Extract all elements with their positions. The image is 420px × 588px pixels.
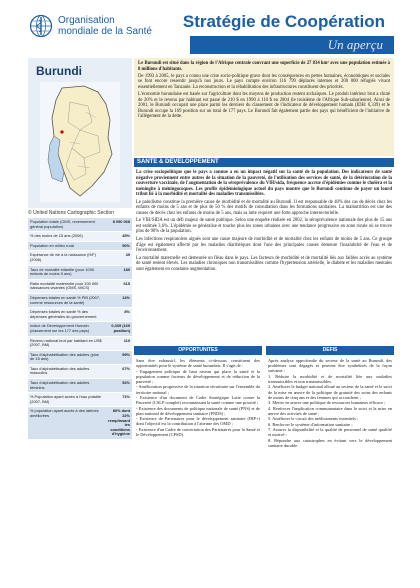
stat-value: 71% <box>122 394 130 400</box>
challenges-list <box>266 355 394 451</box>
intro-paragraph: De 1993 à 2005, le pays a connu une crise socio-politique grave dont les conséquences en pertes humaines, économiques et sociales se font encore ressentir jusqu'à nos jours. Le pays compte environ 116 799 déplacés internes et 200 000 réfugiés vivant essentiellement en Tanzanie. La reconstruction et la réhabilitation des infrastructures constituent des priorités. <box>138 73 390 90</box>
section-paragraph: Le VIH/SIDA est un défi majeur de santé publique. Selon une enquête réalisée en 2002, la séroprévalence nationale des plus de 15 ans est estimée 3,6%. L'épidémie se généralise et touche plus les zones urbaines avec une tendance progressive en zone rurale où se trouve plus de 90% de la population. <box>136 218 392 235</box>
stat-row <box>28 218 132 232</box>
stat-label: Dépenses totales en santé % PIB (2007, comme ressources de la santé) <box>30 294 101 305</box>
header <box>0 0 420 58</box>
stat-label: Indice de Développement Humain (classement sur les 177 des pays) <box>30 323 90 333</box>
stat-label: Espérance de vie à la naissance (H/F) (2006) <box>30 252 96 262</box>
list-item: 5. Améliorer le circuit des médicaments essentiels ; <box>268 416 359 422</box>
section-paragraph: La crise sociopolitique que le pays a connue a eu un impact négatif sur la santé de la population. Des indicateurs de santé négative proviennent entre autres de la situation de la pauvreté, de l'utilisation des services de santé, de la détérioration de la couverture vaccinale, de l'augmentation de la séroprévalence du VIH/sida, fréquence accrue d'épidémies comme le choléra et la méningite à méningocoques. Les profils épidémiologique actuel du pays montre que le Burundi continue de payer un lourd tribut lié à la morbidité et mortalité des maladies transmissibles. <box>136 170 392 198</box>
country-stats-table <box>28 218 132 440</box>
intro-panel <box>134 58 394 156</box>
stat-value: 8 090 068 <box>112 219 130 224</box>
stat-value: 45% <box>122 233 130 239</box>
stat-value: 90% <box>122 242 130 248</box>
stat-value: 0,339 (169 position) <box>111 323 130 333</box>
organization-name <box>58 15 152 37</box>
list-item: 7. Assurer la disponibilité et la qualité de personnel de santé qualifié et motivé ; <box>268 426 392 438</box>
stat-value: 180 <box>123 266 130 272</box>
stat-label: Ratio mortalité maternelle pour 100 000 naissances vivantes (OMS, MICS) <box>30 280 99 291</box>
stat-value: 110 <box>123 337 130 343</box>
org-name-line1: Organisation <box>58 15 115 26</box>
stat-row <box>28 308 132 322</box>
stat-label: % des moins de 15 ans (2006) <box>30 233 83 239</box>
stat-row <box>28 407 132 440</box>
stat-row <box>28 351 132 365</box>
stat-value: 615 <box>123 280 130 286</box>
list-item: 2. Améliorer le budget national alloué au secteur de la santé et le suivi de la mise en œuvre de la politique de gratuité des soins des enfants de moins de cinq ans et des femmes qui accouchent ; <box>268 384 392 400</box>
stat-label: Taux d'alphabétisation des adultes masculins <box>30 365 90 376</box>
stat-row <box>28 266 132 280</box>
opportunities-challenges <box>134 346 394 451</box>
stat-value: 52% <box>122 380 130 386</box>
stat-value: 80% dont 22% remplissant les conditions d'hygiène <box>108 408 130 437</box>
left-column <box>28 58 132 588</box>
who-emblem-icon <box>29 14 53 38</box>
stat-label: Taux d'alphabétisation des adultes féminins <box>30 380 90 390</box>
opportunities-heading: OPPORTUNITES <box>134 346 262 355</box>
stat-value: 14% <box>122 294 130 300</box>
stat-row <box>28 251 132 265</box>
stat-label: % population ayant accès à des latrines améliorées <box>30 408 99 419</box>
list-item: 3. Mettre en œuvre une politique de ressources humaines efficace ; <box>268 400 386 406</box>
section-paragraph: Les infections respiratoires aiguës sont une cause majeure de morbidité et de mortalité chez les enfants de moins de 5 ans. Ce groupe d'âge est également affecté par les maladies diarrhéiques dont l'une des principales causes demeure l'insalubrité de l'eau et de l'environnement. <box>136 237 392 254</box>
stat-row <box>28 242 132 252</box>
stat-row <box>28 280 132 294</box>
list-item: 1. Réduire la morbidité et de mortalité liée aux maladies transmissibles et non transmissibles. <box>268 373 392 384</box>
intro-paragraph: Le Burundi est situé dans la région de l'Afrique centrale couvrant une superficie de 27 834 km² avec une population estimée à 8 millions d'habitants. <box>138 61 390 72</box>
stat-label: Taux d'alphabétisation des adultes (plus de 15 ans) <box>30 351 99 362</box>
health-development-body <box>134 170 394 274</box>
stat-row <box>28 322 132 336</box>
list-item: 8. Répondre aux catastrophes en évitant vers le développement sanitaire durable. <box>268 437 392 448</box>
stat-value: 8% <box>124 309 130 315</box>
stat-value: 59% <box>122 351 130 357</box>
stat-value: 67% <box>122 365 130 371</box>
list-item: - Engagement politique de haut niveau qui place la santé et la population comme facteurs de développement et de réduction de la pauvreté ; <box>136 368 260 384</box>
list-item: - Amélioration progressive de la situation sécuritaire sur l'ensemble du territoire national ; <box>136 384 260 395</box>
stat-row <box>28 393 132 407</box>
challenges-heading: DEFIS <box>266 346 394 355</box>
page-subtitle: Un aperçu <box>327 37 383 52</box>
stat-row <box>28 379 132 393</box>
country-panel <box>28 58 132 208</box>
list-item: - Existence de Partenaires pour le développement sanitaire (IHP+) dont l'objectif est la contribution à l'atteinte des OMD ; <box>136 416 260 427</box>
org-name-line2: mondiale de la Santé <box>58 26 152 37</box>
list-item: - Existence d'un document de Cadre Stratégique Lutte contre la Pauvreté (CSLP complet) reconnaissant la santé comme une priorité ; <box>136 394 260 406</box>
list-item: Après analyse approfondie du secteur de la santé au Burundi, des problèmes sont dégagés et peuvent être synthétisés de la façon suivante : <box>268 358 392 374</box>
page-title: Stratégie de Coopération <box>182 12 385 31</box>
opportunities-column <box>134 346 262 451</box>
list-item: Sans être exhaustif, les éléments ci-dessous constituent des opportunités pour le système de santé burundais. Il s'agit de : <box>136 358 260 369</box>
intro-paragraph: L'économie burundaise est basée sur l'agriculture dont les moyens de production restent archaïques. Le produit intérieur brut a chuté de 20% et le revenu par habitant est passé de 210 $ en 1990 à 110 $ en 2004 (le troisième de l'Afrique Sub-saharienne). Ainsi de 2001, le Burundi occupait une place parmi les derniers du classement de l'indicateur de développement humain (IDH: 0,339) et le Burundi occupe la 169 position sur un total de 177 pays. Le Burundi fait également partie des pays qui bénéficient de l'initiative de l'allègement de la dette. <box>138 91 390 120</box>
section-paragraph: La mortalité maternelle est demeurée un fléau dans le pays. Les facteurs de morbidité et de mortalité liés aux faibles accès au système de santé restent élevés. Les maladies chroniques non transmissibles comme l'hypertension artérielle, le diabète et les maladies mentales sont également en constante augmentation. <box>136 255 392 272</box>
opportunities-list <box>134 355 262 440</box>
stat-label: Population totale (OMS, recensement général population) <box>30 219 95 229</box>
list-item: - Existence d'un Cadre de concertation des Partenaires pour la Santé et le Développement (CPSD). <box>136 426 260 437</box>
map-caption: © United Nations Cartographic Section <box>28 210 114 216</box>
stat-label: Revenu national brut par habitant en US$ (2007, BM) <box>30 337 102 348</box>
stat-row <box>28 337 132 351</box>
stat-row <box>28 232 132 242</box>
stat-label: Population en milieu rural <box>30 242 74 248</box>
challenges-column <box>266 346 394 451</box>
stat-value: 49 <box>125 252 130 258</box>
stat-label: Taux de mortalité infantile (pour 1000 enfants de moins 5 ans) <box>30 266 95 277</box>
stat-row <box>28 365 132 379</box>
section-paragraph: Le paludisme constitue la première cause de morbidité et de mortalité au Burundi. Il est responsable de 40% des cas de décès chez les enfants de moins de 5 ans et de plus de 50 % des motifs de consultation dans les formations sanitaires. La malnutrition est une des causes de décès chez les enfants de moins de 5 ans, mais sa lutte requiert une forte approche intersectorielle. <box>136 199 392 216</box>
stat-row <box>28 294 132 308</box>
stat-label: Dépenses totales en santé % des dépenses générales du gouvernement <box>30 309 97 319</box>
section-title-health-development: SANTE & DEVELOPPEMENT <box>134 158 394 167</box>
country-map-image <box>40 82 120 202</box>
stat-label: % Population ayant accès à l'eau potable (2007, BM) <box>30 394 102 404</box>
list-item: 4. Renforcer l'implication communautaire dans le suivi et la mise en œuvre des activités de santé ; <box>268 405 392 416</box>
list-item: 6. Renforcer le système d'information sanitaire ; <box>268 421 353 427</box>
country-name: Burundi <box>36 64 82 78</box>
list-item: - Existence des documents de politique nationale de santé (PNS) et de plan national de développement sanitaire (PNDS) ; <box>136 405 260 416</box>
